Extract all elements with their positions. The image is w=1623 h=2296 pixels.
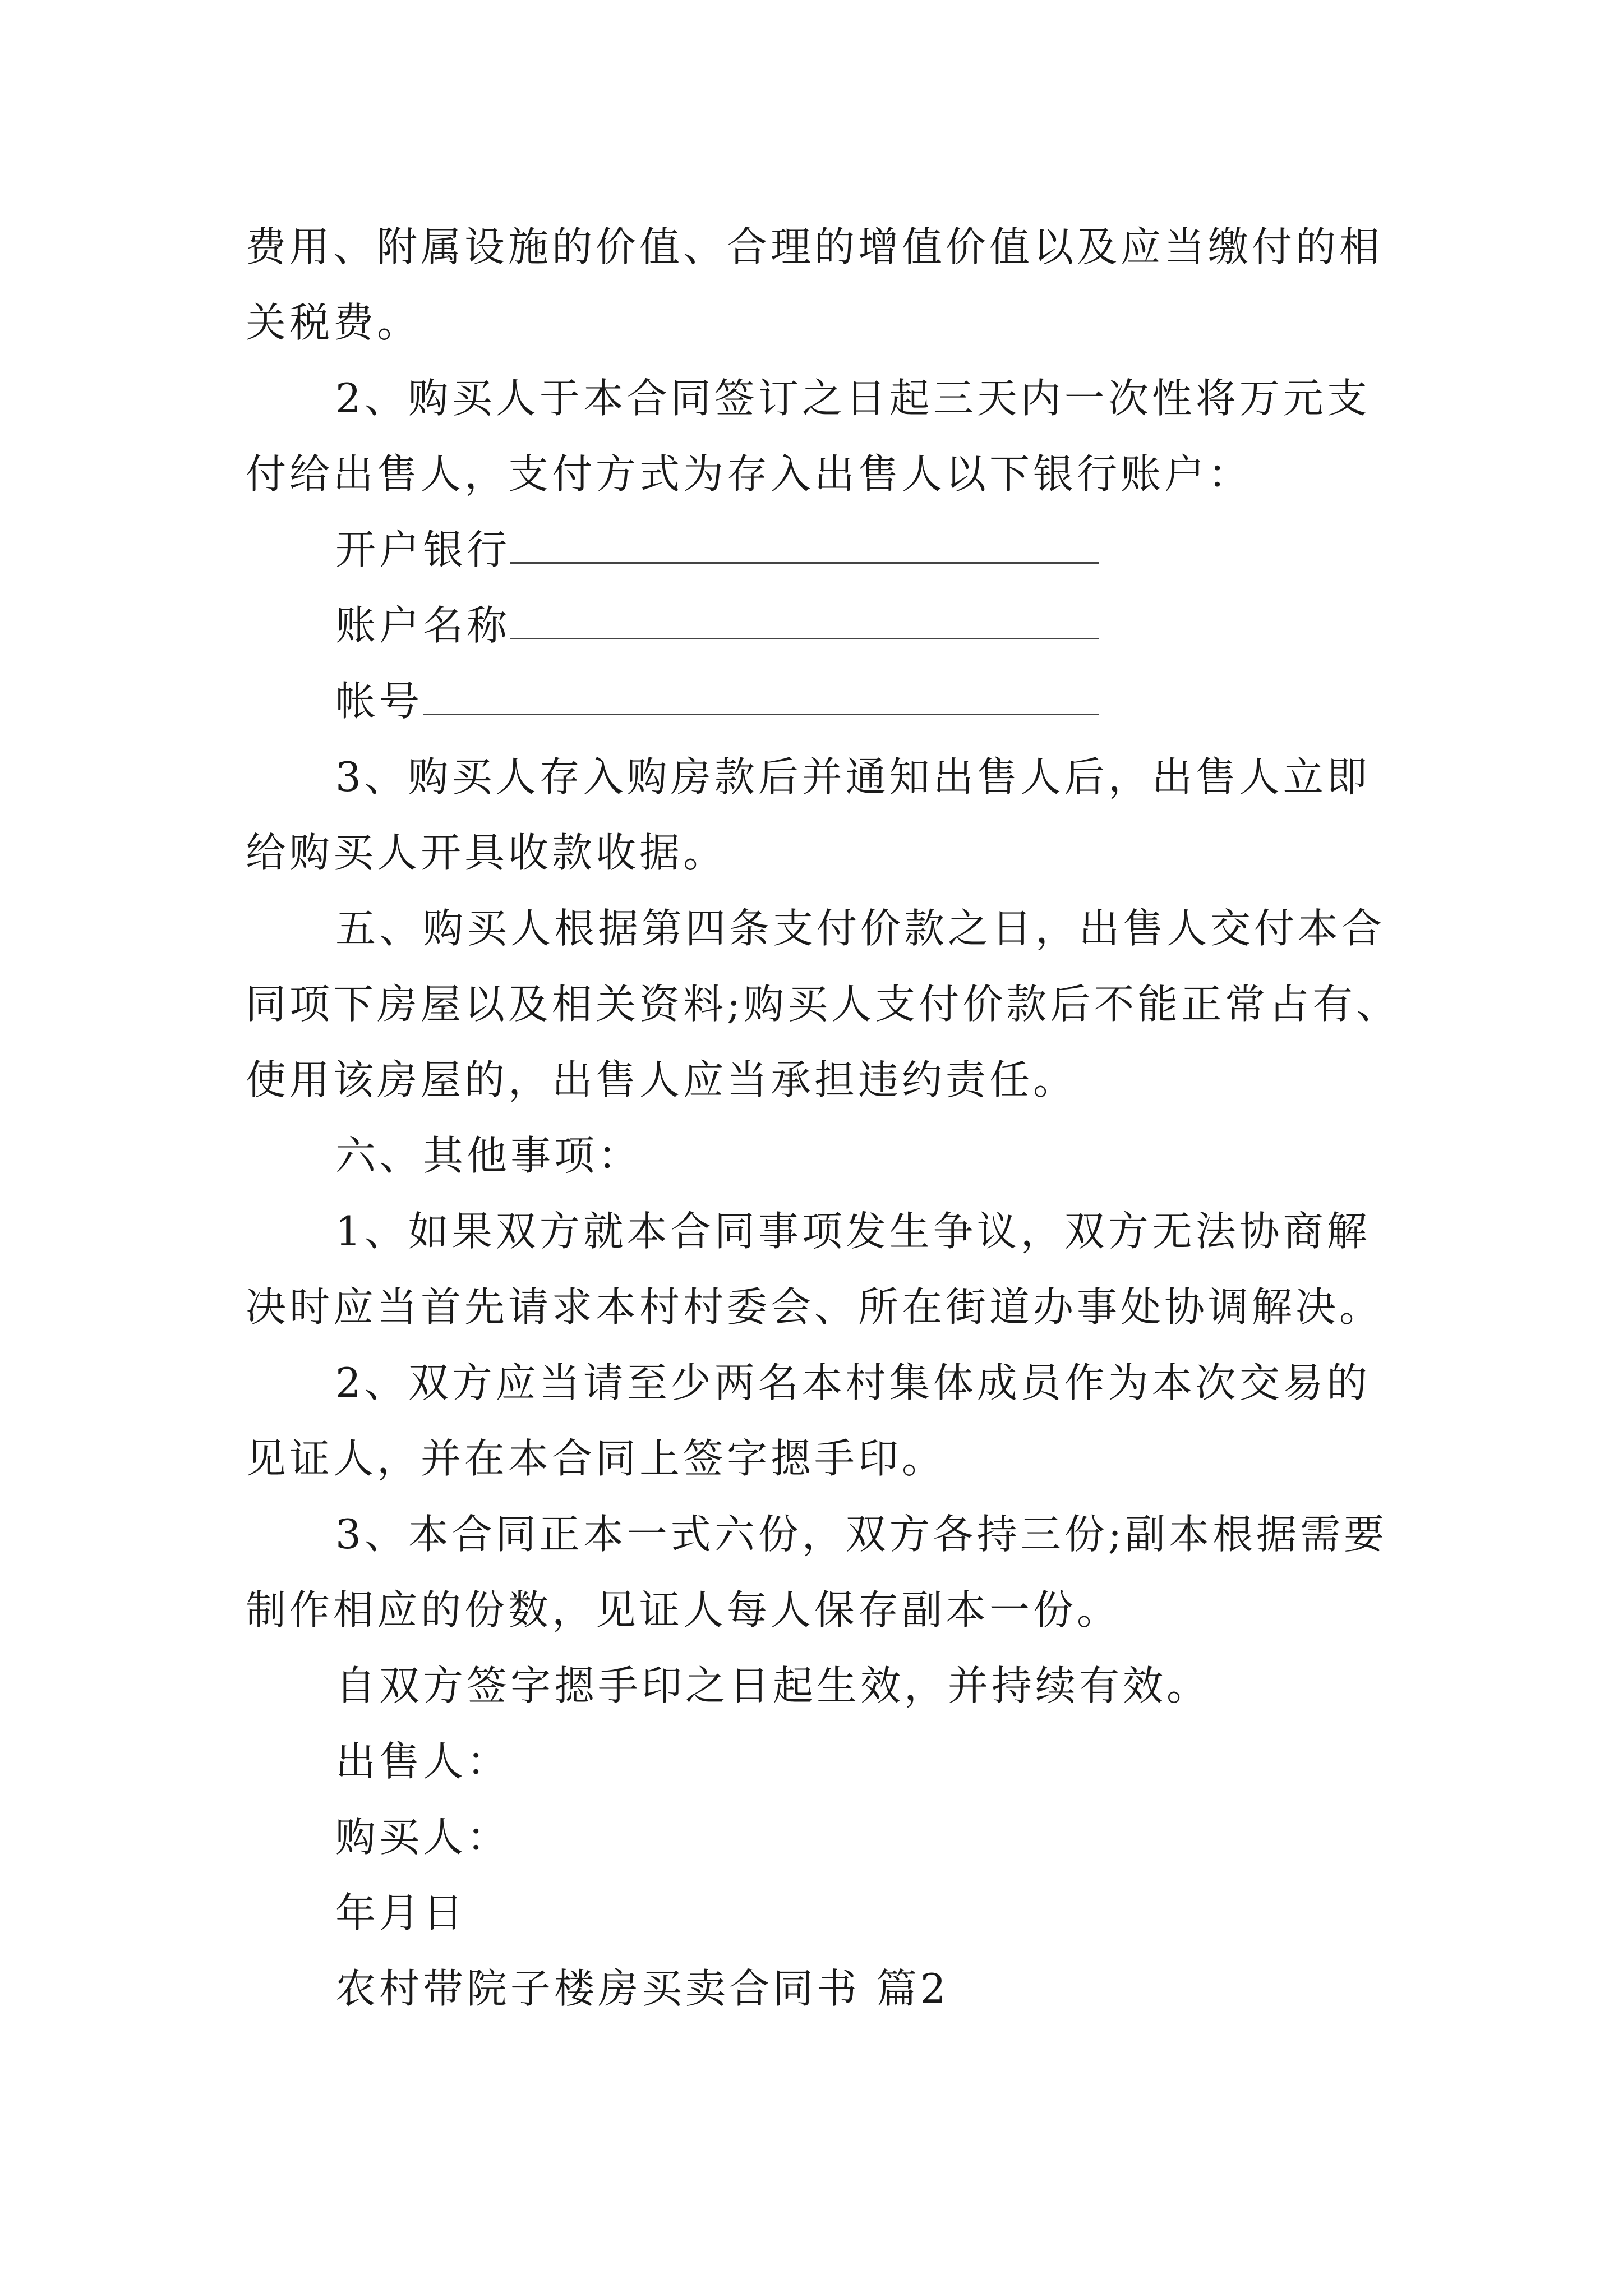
paragraph-line: 关税费。 [246, 299, 421, 346]
account-number-label: 帐号 [335, 678, 423, 725]
seller-signature-label: 出售人： [335, 1738, 511, 1785]
paragraph-line: 使用该房屋的，出售人应当承担违约责任。 [246, 1056, 1077, 1103]
paragraph-line: 同项下房屋以及相关资料;购买人支付价款后不能正常占有、 [246, 981, 1400, 1028]
bank-name-field [335, 522, 1099, 578]
account-number-field [335, 673, 1099, 729]
next-contract-title: 农村带院子楼房买卖合同书 篇2 [335, 1965, 949, 2012]
bank-name-blank [510, 528, 1099, 564]
paragraph-line: 费用、附属设施的价值、合理的增值价值以及应当缴付的相 [246, 223, 1384, 270]
paragraph-line: 1、如果双方就本合同事项发生争议，双方无法协商解 [335, 1208, 1371, 1255]
paragraph-line: 五、购买人根据第四条支付价款之日，出售人交付本合 [335, 905, 1386, 952]
paragraph-line: 见证人，并在本合同上签字摁手印。 [246, 1435, 946, 1482]
account-number-blank [423, 680, 1099, 715]
paragraph-line: 给购买人开具收款收据。 [246, 829, 727, 876]
bank-name-label: 开户银行 [335, 526, 511, 573]
paragraph-line: 3、本合同正本一式六份，双方各持三份;副本根据需要 [335, 1511, 1388, 1558]
effective-clause: 自双方签字摁手印之日起生效，并持续有效。 [335, 1662, 1211, 1709]
paragraph-line: 决时应当首先请求本村村委会、所在街道办事处协调解决。 [246, 1283, 1384, 1331]
paragraph-line: 2、双方应当请至少两名本村集体成员作为本次交易的 [335, 1359, 1371, 1406]
buyer-signature-label: 购买人： [335, 1814, 511, 1861]
paragraph-line: 付给出售人，支付方式为存入出售人以下银行账户： [246, 450, 1252, 498]
account-name-label: 账户名称 [335, 602, 511, 649]
paragraph-line: 制作相应的份数，见证人每人保存副本一份。 [246, 1586, 1121, 1634]
paragraph-line: 3、购买人存入购房款后并通知出售人后，出售人立即 [335, 753, 1371, 800]
date-label: 年月日 [335, 1889, 467, 1936]
paragraph-line: 2、购买人于本合同签订之日起三天内一次性将万元支 [335, 375, 1371, 422]
account-name-field [335, 597, 1099, 654]
account-name-blank [510, 604, 1099, 639]
section-heading: 六、其他事项： [335, 1132, 642, 1179]
